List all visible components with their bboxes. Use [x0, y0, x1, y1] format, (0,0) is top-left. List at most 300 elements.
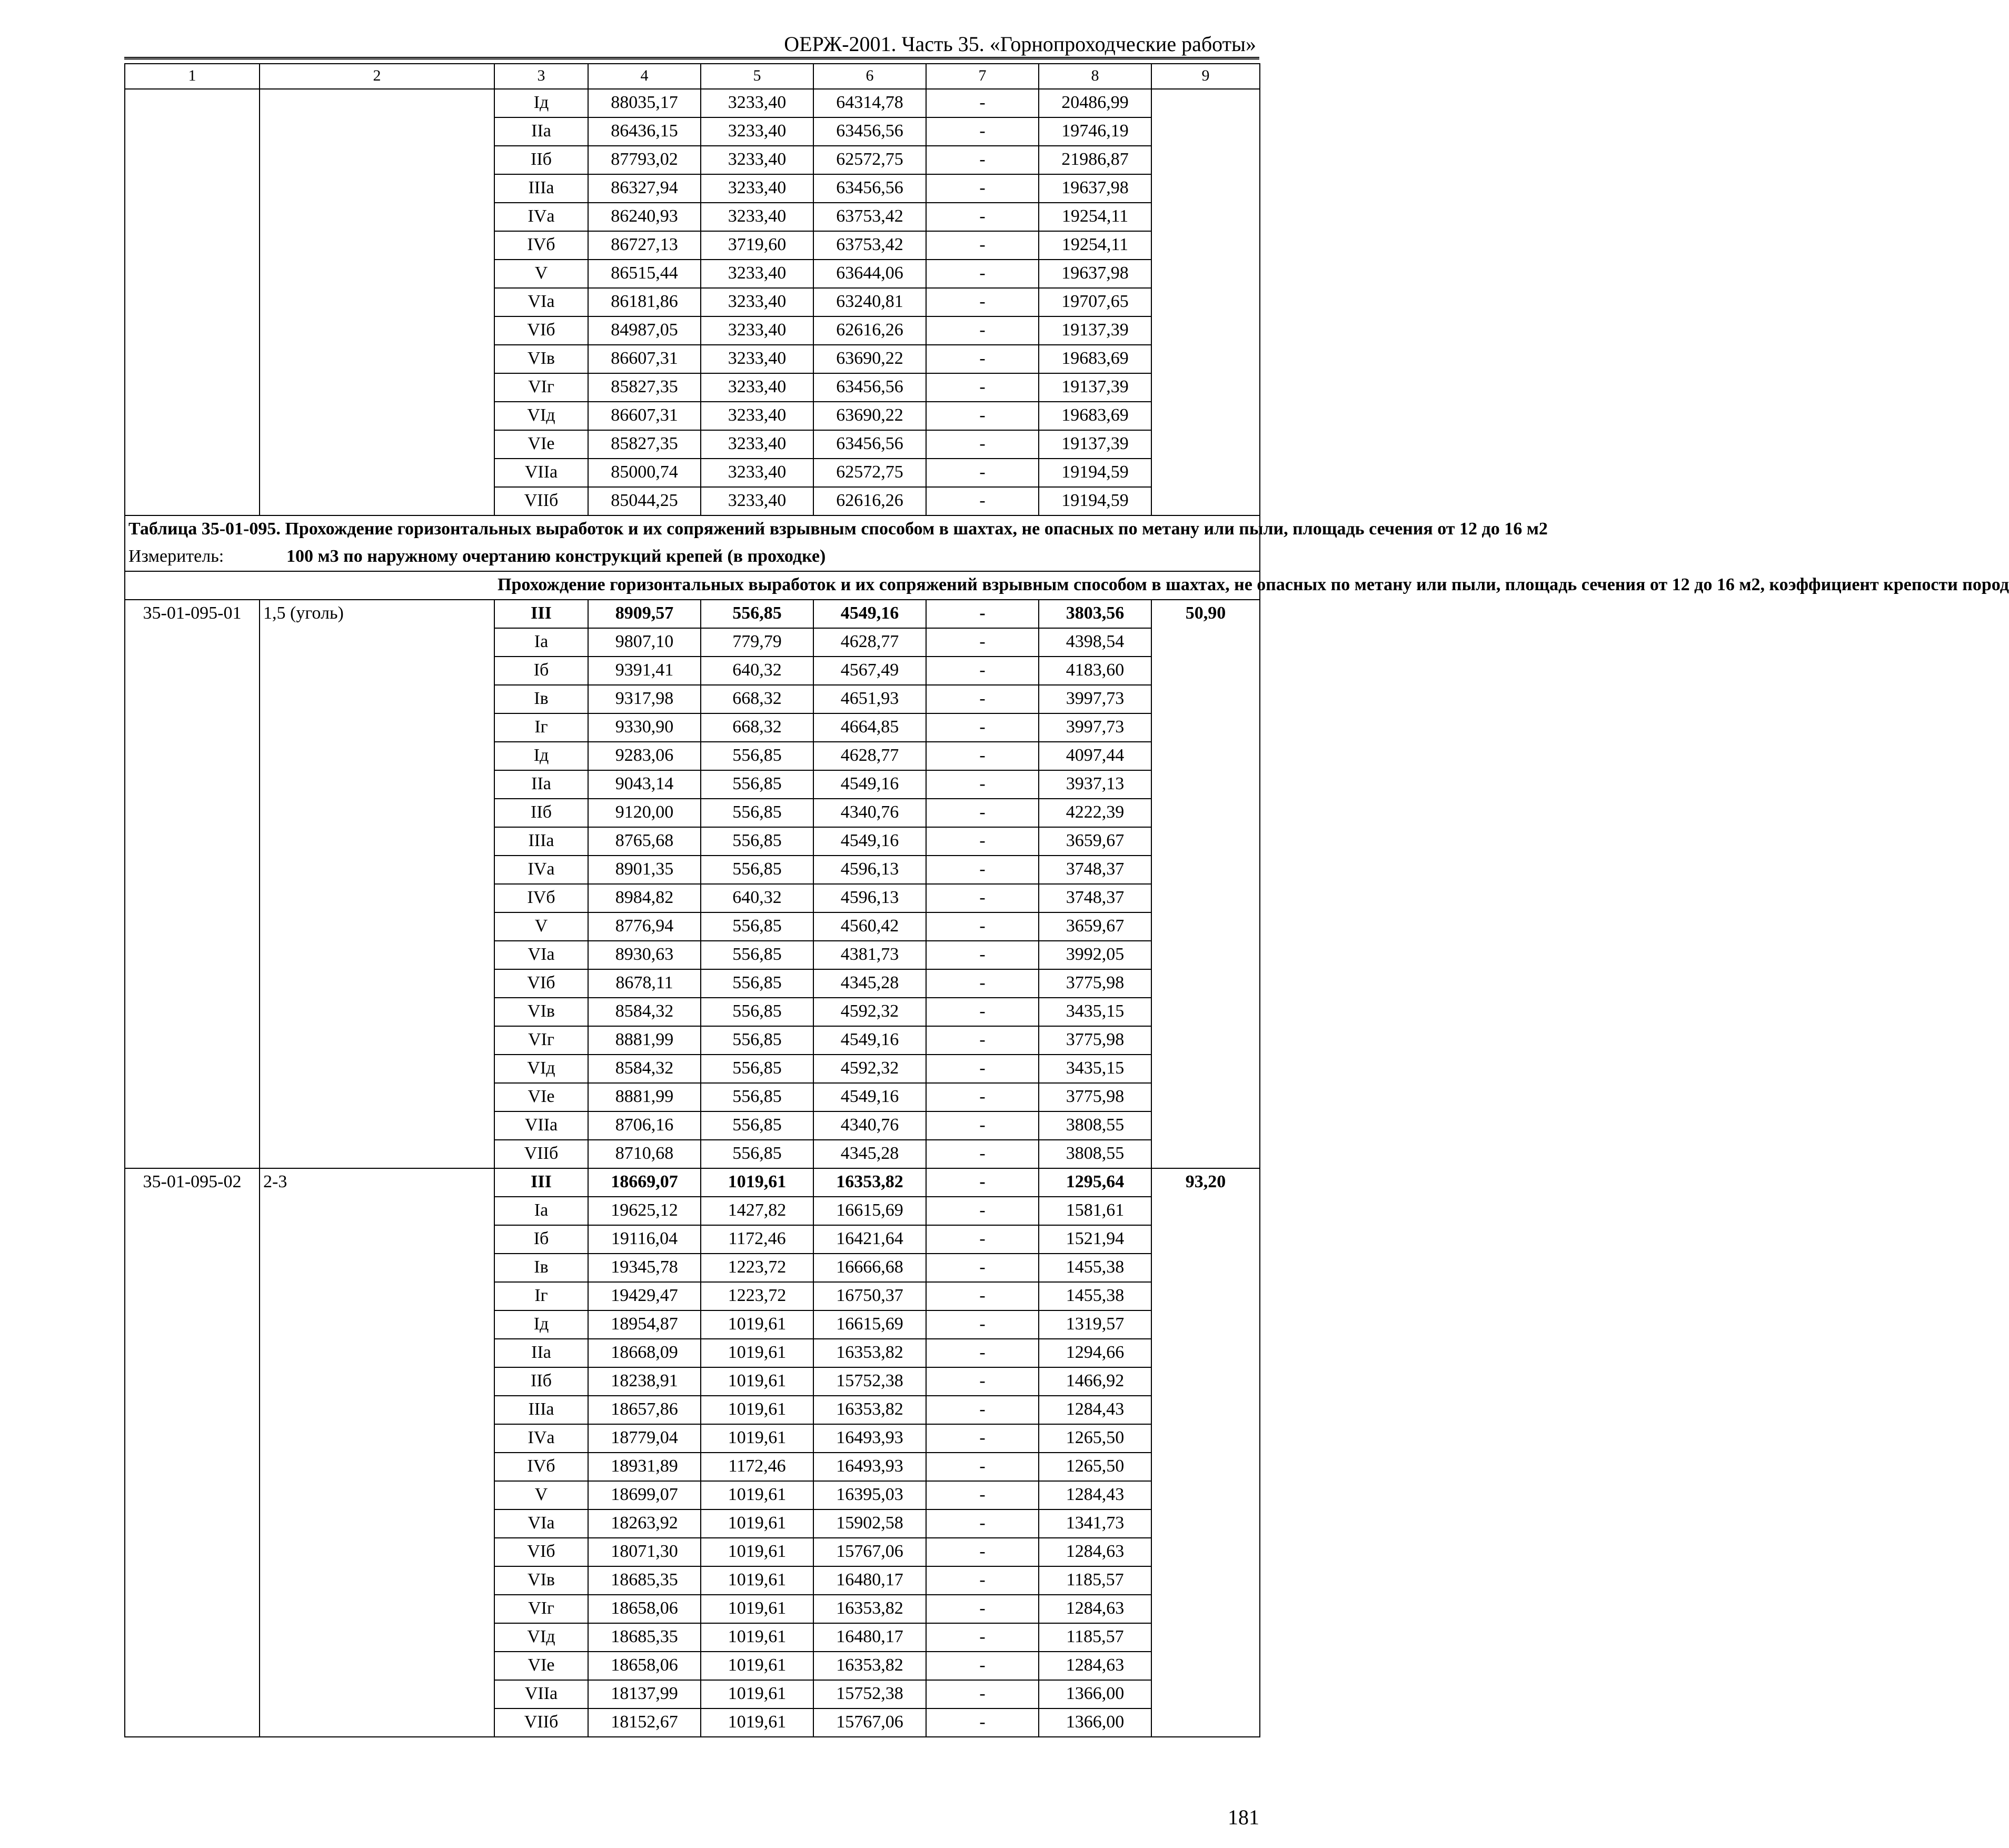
cell-category: VIIб: [494, 1708, 588, 1737]
cell-machines: 63456,56: [813, 373, 926, 402]
cell-materials: 1294,66: [1039, 1339, 1151, 1367]
cell-category: Iв: [494, 685, 588, 713]
cell-total: 9043,14: [588, 770, 701, 799]
cell-wages: 556,85: [701, 770, 813, 799]
cell-materials: 3775,98: [1039, 1083, 1151, 1111]
col-num: 1: [125, 64, 260, 89]
cell-category: Iг: [494, 1282, 588, 1310]
cell-wages: 3233,40: [701, 487, 813, 515]
col-num: 3: [494, 64, 588, 89]
cell-machines: 4549,16: [813, 770, 926, 799]
cell-machines: 16353,82: [813, 1339, 926, 1367]
cell-materials: 19137,39: [1039, 373, 1151, 402]
cell-machines: 16353,82: [813, 1168, 926, 1197]
cell-machines: 63753,42: [813, 231, 926, 260]
cell-total: 18137,99: [588, 1680, 701, 1708]
cell-category: IIа: [494, 1339, 588, 1367]
cell-machines: 16615,69: [813, 1310, 926, 1339]
cell-total: 86607,31: [588, 345, 701, 373]
cell-driver-wages: -: [926, 969, 1039, 998]
cell-driver-wages: -: [926, 1083, 1039, 1111]
cell-materials: 20486,99: [1039, 89, 1151, 117]
description-spacer: [125, 571, 494, 600]
cell-total: 19625,12: [588, 1197, 701, 1225]
cell-labor: [1151, 89, 1260, 515]
cell-category: Iг: [494, 713, 588, 742]
cell-materials: 19683,69: [1039, 402, 1151, 430]
cell-wages: 3233,40: [701, 146, 813, 174]
cell-wages: 1019,61: [701, 1538, 813, 1566]
cell-machines: 4596,13: [813, 856, 926, 884]
cell-materials: 4097,44: [1039, 742, 1151, 770]
cell-category: VIв: [494, 345, 588, 373]
cell-driver-wages: -: [926, 89, 1039, 117]
cell-driver-wages: -: [926, 1595, 1039, 1623]
measure-cell: [125, 543, 1260, 571]
cell-driver-wages: -: [926, 657, 1039, 685]
cell-driver-wages: -: [926, 1026, 1039, 1055]
cell-materials: 1341,73: [1039, 1509, 1151, 1538]
cell-materials: 1455,38: [1039, 1254, 1151, 1282]
cell-wages: 1223,72: [701, 1254, 813, 1282]
cell-total: 85827,35: [588, 430, 701, 459]
cell-category: IIб: [494, 799, 588, 827]
cell-materials: 1284,63: [1039, 1595, 1151, 1623]
cell-wages: 3233,40: [701, 373, 813, 402]
cell-total: 18152,67: [588, 1708, 701, 1737]
cell-machines: 62572,75: [813, 146, 926, 174]
cell-total: 18954,87: [588, 1310, 701, 1339]
cell-materials: 3808,55: [1039, 1140, 1151, 1168]
cell-wages: 3233,40: [701, 430, 813, 459]
cell-labor: 50,90: [1151, 600, 1260, 1168]
cell-machines: 16750,37: [813, 1282, 926, 1310]
cell-total: 86515,44: [588, 260, 701, 288]
cell-total: 8909,57: [588, 600, 701, 628]
cell-wages: 556,85: [701, 941, 813, 969]
cell-driver-wages: -: [926, 1310, 1039, 1339]
cell-driver-wages: -: [926, 1424, 1039, 1453]
header-title: ОЕРЖ-2001. Часть 35. «Горнопроходческие работы»: [784, 32, 1256, 56]
cell-driver-wages: -: [926, 174, 1039, 203]
cell-machines: 63753,42: [813, 203, 926, 231]
cell-driver-wages: -: [926, 1111, 1039, 1140]
cell-wages: 3233,40: [701, 174, 813, 203]
cell-total: 18685,35: [588, 1566, 701, 1595]
cell-wages: 1019,61: [701, 1680, 813, 1708]
cell-driver-wages: -: [926, 1708, 1039, 1737]
cell-total: 85000,74: [588, 459, 701, 487]
table-body: [125, 64, 2009, 1737]
cell-machines: 15752,38: [813, 1367, 926, 1396]
cell-total: 19116,04: [588, 1225, 701, 1254]
cell-total: 18238,91: [588, 1367, 701, 1396]
cell-machines: 4549,16: [813, 600, 926, 628]
cell-total: 8881,99: [588, 1083, 701, 1111]
cell-driver-wages: -: [926, 1623, 1039, 1652]
cell-driver-wages: -: [926, 1509, 1039, 1538]
cell-machines: 4345,28: [813, 1140, 926, 1168]
cell-machines: 63690,22: [813, 345, 926, 373]
cell-driver-wages: -: [926, 1481, 1039, 1509]
cell-total: 18685,35: [588, 1623, 701, 1652]
cell-category: Iб: [494, 1225, 588, 1254]
cell-machines: 4549,16: [813, 1083, 926, 1111]
cell-driver-wages: -: [926, 1453, 1039, 1481]
cell-wages: 1019,61: [701, 1595, 813, 1623]
cell-materials: 19683,69: [1039, 345, 1151, 373]
cell-labor: 93,20: [1151, 1168, 1260, 1737]
cell-wages: 3233,40: [701, 117, 813, 146]
cell-materials: 1466,92: [1039, 1367, 1151, 1396]
cell-total: 86607,31: [588, 402, 701, 430]
cell-materials: 3748,37: [1039, 884, 1151, 912]
cell-total: 8776,94: [588, 912, 701, 941]
cell-category: IIIа: [494, 174, 588, 203]
col-num: 2: [260, 64, 494, 89]
cell-materials: 19194,59: [1039, 459, 1151, 487]
cell-category: VIIб: [494, 487, 588, 515]
cell-total: 18657,86: [588, 1396, 701, 1424]
col-num: 7: [926, 64, 1039, 89]
cell-category: VIIб: [494, 1140, 588, 1168]
cell-machines: 62616,26: [813, 487, 926, 515]
cell-total: 9317,98: [588, 685, 701, 713]
cell-total: 86181,86: [588, 288, 701, 316]
cell-total: 88035,17: [588, 89, 701, 117]
cell-machines: 4381,73: [813, 941, 926, 969]
cell-category: Iа: [494, 1197, 588, 1225]
cell-materials: 3659,67: [1039, 912, 1151, 941]
cell-wages: 556,85: [701, 856, 813, 884]
table-title: Таблица 35-01-095. Прохождение горизонтальных выработок и их сопряжений взрывным способом в шахтах, не опасных по метану или пыли, площадь сечения от 12 до 16 м2: [125, 515, 1260, 543]
cell-wages: 1019,61: [701, 1367, 813, 1396]
cell-wages: 640,32: [701, 657, 813, 685]
cell-materials: 1284,63: [1039, 1652, 1151, 1680]
cell-driver-wages: -: [926, 117, 1039, 146]
table-row: [125, 1168, 1260, 1197]
cell-materials: 3992,05: [1039, 941, 1151, 969]
cell-machines: 4345,28: [813, 969, 926, 998]
cell-category: IIIа: [494, 827, 588, 856]
cell-wages: 1019,61: [701, 1708, 813, 1737]
cell-category: VIг: [494, 1595, 588, 1623]
cell-machines: 16480,17: [813, 1566, 926, 1595]
cell-total: 8984,82: [588, 884, 701, 912]
cell-machines: 62616,26: [813, 316, 926, 345]
cell-machines: 4560,42: [813, 912, 926, 941]
cell-driver-wages: -: [926, 1538, 1039, 1566]
cell-wages: 556,85: [701, 827, 813, 856]
cell-wages: 1172,46: [701, 1453, 813, 1481]
cell-wages: 556,85: [701, 799, 813, 827]
cell-category: IVа: [494, 203, 588, 231]
cell-category: IVа: [494, 1424, 588, 1453]
col-num: 9: [1151, 64, 1260, 89]
cell-total: 8901,35: [588, 856, 701, 884]
cell-machines: 4340,76: [813, 799, 926, 827]
cell-wages: 556,85: [701, 600, 813, 628]
cell-machines: 63456,56: [813, 174, 926, 203]
cell-machines: 4628,77: [813, 742, 926, 770]
cell-category: VIв: [494, 1566, 588, 1595]
cell-category: VIб: [494, 316, 588, 345]
col-num: 6: [813, 64, 926, 89]
cell-driver-wages: -: [926, 373, 1039, 402]
row-name-empty: [260, 89, 494, 515]
cell-machines: 16480,17: [813, 1623, 926, 1652]
cell-wages: 556,85: [701, 912, 813, 941]
cell-materials: 19707,65: [1039, 288, 1151, 316]
cell-driver-wages: -: [926, 1339, 1039, 1367]
cell-machines: 4567,49: [813, 657, 926, 685]
cell-total: 9330,90: [588, 713, 701, 742]
cell-total: 8678,11: [588, 969, 701, 998]
cell-machines: 16493,93: [813, 1453, 926, 1481]
rates-table: [124, 63, 2009, 1737]
cell-wages: 1019,61: [701, 1396, 813, 1424]
cell-wages: 1019,61: [701, 1481, 813, 1509]
cell-category: IVб: [494, 884, 588, 912]
cell-category: VIе: [494, 430, 588, 459]
col-num: 5: [701, 64, 813, 89]
cell-category: VIд: [494, 1623, 588, 1652]
cell-category: VIе: [494, 1083, 588, 1111]
cell-total: 18779,04: [588, 1424, 701, 1453]
cell-total: 18669,07: [588, 1168, 701, 1197]
cell-materials: 1284,63: [1039, 1538, 1151, 1566]
cell-machines: 63240,81: [813, 288, 926, 316]
cell-category: Iв: [494, 1254, 588, 1282]
row-code: 35-01-095-01: [125, 600, 260, 1168]
cell-materials: 3997,73: [1039, 713, 1151, 742]
cell-materials: 1265,50: [1039, 1453, 1151, 1481]
cell-total: 9391,41: [588, 657, 701, 685]
cell-total: 18668,09: [588, 1339, 701, 1367]
cell-wages: 1172,46: [701, 1225, 813, 1254]
cell-driver-wages: -: [926, 799, 1039, 827]
cell-wages: 556,85: [701, 1026, 813, 1055]
cell-total: 18931,89: [588, 1453, 701, 1481]
cell-wages: 556,85: [701, 742, 813, 770]
cell-materials: 3659,67: [1039, 827, 1151, 856]
cell-category: VIIа: [494, 459, 588, 487]
cell-machines: 62572,75: [813, 459, 926, 487]
cell-wages: 3233,40: [701, 345, 813, 373]
cell-driver-wages: -: [926, 459, 1039, 487]
cell-category: VIг: [494, 373, 588, 402]
cell-wages: 668,32: [701, 713, 813, 742]
cell-driver-wages: -: [926, 856, 1039, 884]
cell-wages: 556,85: [701, 969, 813, 998]
cell-category: IIб: [494, 1367, 588, 1396]
cell-category: VIг: [494, 1026, 588, 1055]
cell-materials: 3775,98: [1039, 1026, 1151, 1055]
cell-category: VIб: [494, 969, 588, 998]
measure-label: Измеритель:: [128, 547, 224, 566]
cell-driver-wages: -: [926, 912, 1039, 941]
cell-category: IVб: [494, 1453, 588, 1481]
cell-total: 87793,02: [588, 146, 701, 174]
cell-materials: 1185,57: [1039, 1566, 1151, 1595]
cell-driver-wages: -: [926, 260, 1039, 288]
table-title-row: [125, 515, 1260, 543]
cell-materials: 1265,50: [1039, 1424, 1151, 1453]
cell-materials: 3803,56: [1039, 600, 1151, 628]
cell-driver-wages: -: [926, 1055, 1039, 1083]
cell-total: 86727,13: [588, 231, 701, 260]
cell-total: 85044,25: [588, 487, 701, 515]
cell-category: VIа: [494, 941, 588, 969]
cell-materials: 1455,38: [1039, 1282, 1151, 1310]
cell-driver-wages: -: [926, 1680, 1039, 1708]
cell-category: Iд: [494, 742, 588, 770]
cell-driver-wages: -: [926, 1168, 1039, 1197]
cell-materials: 3435,15: [1039, 1055, 1151, 1083]
cell-driver-wages: -: [926, 1254, 1039, 1282]
cell-materials: 1319,57: [1039, 1310, 1151, 1339]
cell-driver-wages: -: [926, 770, 1039, 799]
cell-driver-wages: -: [926, 146, 1039, 174]
cell-driver-wages: -: [926, 1140, 1039, 1168]
cell-total: 8584,32: [588, 1055, 701, 1083]
cell-wages: 1019,61: [701, 1310, 813, 1339]
cell-category: VIа: [494, 288, 588, 316]
cell-materials: 3748,37: [1039, 856, 1151, 884]
cell-total: 86240,93: [588, 203, 701, 231]
page-header: [124, 31, 1259, 59]
cell-materials: 19137,39: [1039, 430, 1151, 459]
cell-materials: 1284,43: [1039, 1396, 1151, 1424]
cell-driver-wages: -: [926, 1197, 1039, 1225]
cell-wages: 1019,61: [701, 1566, 813, 1595]
cell-wages: 1019,61: [701, 1168, 813, 1197]
description-row: [125, 571, 1260, 600]
row-name: 1,5 (уголь): [260, 600, 494, 1168]
cell-machines: 4549,16: [813, 1026, 926, 1055]
cell-category: VIв: [494, 998, 588, 1026]
cell-total: 18699,07: [588, 1481, 701, 1509]
cell-driver-wages: -: [926, 742, 1039, 770]
cell-driver-wages: -: [926, 1396, 1039, 1424]
cell-wages: 3233,40: [701, 288, 813, 316]
cell-machines: 16353,82: [813, 1396, 926, 1424]
cell-wages: 1019,61: [701, 1339, 813, 1367]
cell-materials: 1295,64: [1039, 1168, 1151, 1197]
cell-driver-wages: -: [926, 487, 1039, 515]
cell-wages: 1427,82: [701, 1197, 813, 1225]
cell-wages: 3233,40: [701, 203, 813, 231]
cell-total: 8765,68: [588, 827, 701, 856]
cell-driver-wages: -: [926, 998, 1039, 1026]
cell-total: 8710,68: [588, 1140, 701, 1168]
cell-materials: 1185,57: [1039, 1623, 1151, 1652]
cell-driver-wages: -: [926, 713, 1039, 742]
cell-driver-wages: -: [926, 685, 1039, 713]
cell-wages: 3233,40: [701, 260, 813, 288]
cell-materials: 3937,13: [1039, 770, 1151, 799]
cell-machines: 16421,64: [813, 1225, 926, 1254]
measure-row: [125, 543, 1260, 571]
cell-materials: 3435,15: [1039, 998, 1151, 1026]
row-name: 2-3: [260, 1168, 494, 1737]
cell-driver-wages: -: [926, 288, 1039, 316]
cell-wages: 556,85: [701, 1083, 813, 1111]
cell-materials: 19254,11: [1039, 203, 1151, 231]
cell-materials: 1366,00: [1039, 1708, 1151, 1737]
cell-machines: 4664,85: [813, 713, 926, 742]
column-number-row: [125, 64, 1260, 89]
work-description: Прохождение горизонтальных выработок и их сопряжений взрывным способом в шахтах, не опасных по метану или пыли, площадь сечения от 12 до 16 м2, коэффициент крепости пород: [494, 571, 1260, 600]
cell-materials: 19637,98: [1039, 260, 1151, 288]
cell-materials: 19254,11: [1039, 231, 1151, 260]
cell-total: 19345,78: [588, 1254, 701, 1282]
cell-materials: 4398,54: [1039, 628, 1151, 657]
cell-machines: 16353,82: [813, 1595, 926, 1623]
cell-driver-wages: -: [926, 203, 1039, 231]
cell-wages: 3233,40: [701, 402, 813, 430]
cell-machines: 16615,69: [813, 1197, 926, 1225]
cell-machines: 4340,76: [813, 1111, 926, 1140]
cell-wages: 3233,40: [701, 89, 813, 117]
cell-materials: 3808,55: [1039, 1111, 1151, 1140]
table-row: [125, 600, 1260, 628]
cell-category: IIб: [494, 146, 588, 174]
cell-wages: 1019,61: [701, 1509, 813, 1538]
cell-category: VIб: [494, 1538, 588, 1566]
cell-category: VIIа: [494, 1680, 588, 1708]
cell-driver-wages: -: [926, 1282, 1039, 1310]
cell-category: III: [494, 1168, 588, 1197]
page-number: 181: [1228, 1805, 1259, 1829]
cell-category: VIд: [494, 1055, 588, 1083]
row-code: 35-01-095-02: [125, 1168, 260, 1737]
cell-category: IIIа: [494, 1396, 588, 1424]
cell-total: 84987,05: [588, 316, 701, 345]
cell-machines: 63644,06: [813, 260, 926, 288]
col-num: 8: [1039, 64, 1151, 89]
cell-wages: 1019,61: [701, 1424, 813, 1453]
cell-materials: 4222,39: [1039, 799, 1151, 827]
cell-machines: 4596,13: [813, 884, 926, 912]
cell-machines: 64314,78: [813, 89, 926, 117]
cell-materials: 19746,19: [1039, 117, 1151, 146]
cell-category: VIа: [494, 1509, 588, 1538]
cell-category: IVа: [494, 856, 588, 884]
cell-machines: 63456,56: [813, 430, 926, 459]
cell-wages: 668,32: [701, 685, 813, 713]
cell-wages: 556,85: [701, 1111, 813, 1140]
cell-driver-wages: -: [926, 1225, 1039, 1254]
cell-wages: 3719,60: [701, 231, 813, 260]
cell-category: Iд: [494, 1310, 588, 1339]
cell-driver-wages: -: [926, 1566, 1039, 1595]
cell-driver-wages: -: [926, 430, 1039, 459]
cell-driver-wages: -: [926, 402, 1039, 430]
cell-wages: 640,32: [701, 884, 813, 912]
cell-total: 18658,06: [588, 1595, 701, 1623]
cell-total: 85827,35: [588, 373, 701, 402]
cell-driver-wages: -: [926, 827, 1039, 856]
cell-wages: 1019,61: [701, 1652, 813, 1680]
cell-category: VIе: [494, 1652, 588, 1680]
cell-total: 8881,99: [588, 1026, 701, 1055]
cell-machines: 4592,32: [813, 998, 926, 1026]
cell-materials: 19137,39: [1039, 316, 1151, 345]
col-num: 4: [588, 64, 701, 89]
cell-machines: 15752,38: [813, 1680, 926, 1708]
cell-driver-wages: -: [926, 941, 1039, 969]
